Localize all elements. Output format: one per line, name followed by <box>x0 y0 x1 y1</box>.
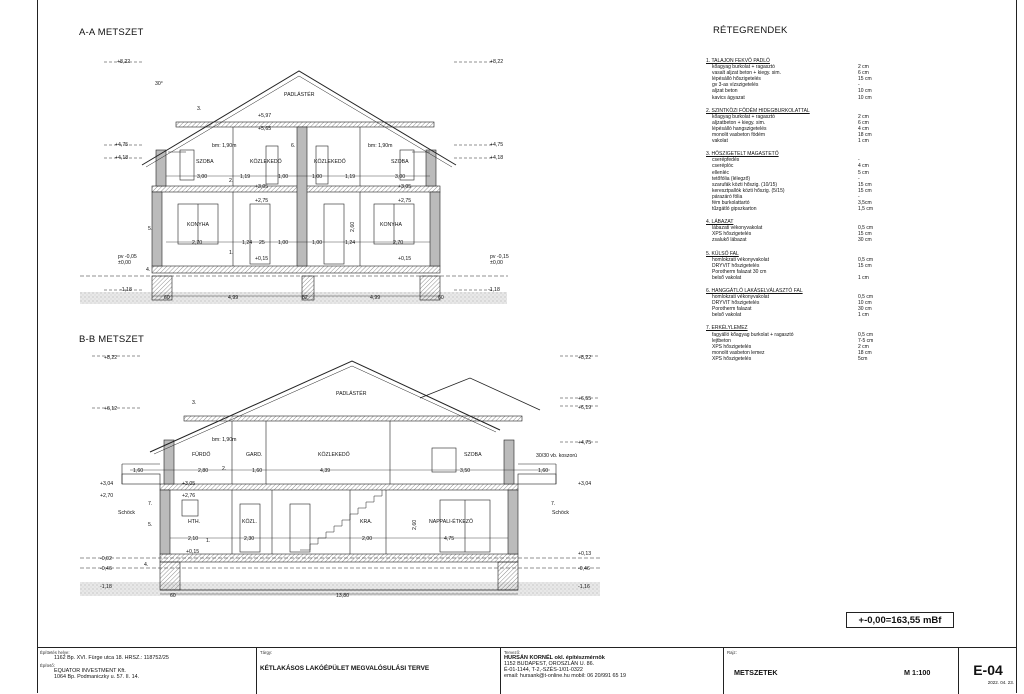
legend-layer-thickness: 7-5 cm <box>858 337 874 344</box>
level-label: +4,75 <box>578 440 592 446</box>
level-label: ±0,00 <box>118 260 131 266</box>
level-label: pv -0,15 <box>490 254 509 260</box>
legend-layer-thickness: 1 cm <box>858 138 869 145</box>
tb-client-label: Építető: <box>40 663 55 668</box>
legend-layer-thickness: 6 cm <box>858 119 869 126</box>
dimension: 2,70 <box>192 240 203 246</box>
legend-layer-name: zsalukő lábazat <box>712 237 747 244</box>
legend-layer-name: kőagyag burkolat + ragasztó <box>712 113 775 120</box>
level-label: +5,65 <box>258 126 272 132</box>
level-label: -1,18 <box>120 287 132 293</box>
level-label: +5,97 <box>258 113 272 119</box>
room-label: PADLÁSTÉR <box>336 391 367 397</box>
dimension: 1,60 <box>252 468 263 474</box>
legend-layer-thickness: 15 cm <box>858 231 872 238</box>
dimension: 4,75 <box>444 536 455 542</box>
legend-layer-name: kőagyag burkolat + ragasztó <box>712 64 775 71</box>
room-label: KONYHA <box>380 222 402 228</box>
legend-layer-thickness: 1 cm <box>858 312 869 319</box>
room-label: SZOBA <box>196 159 214 165</box>
legend-layer-name: monolit vasbeton lemez <box>712 349 765 356</box>
annotation: 4. <box>146 267 151 273</box>
level-label: +4,18 <box>490 155 504 161</box>
room-label: KÖZLEKEDŐ <box>318 452 350 458</box>
room-label: HTH. <box>188 519 201 525</box>
level-label: +8,22 <box>104 355 118 361</box>
tb-designer-addr: 1152 BUDAPEST, OROSZLÁN U. 86. <box>504 661 595 667</box>
level-label: +0,15 <box>398 256 412 262</box>
legend-layer-name: belső vakolat <box>712 312 742 319</box>
section-a-labels <box>115 59 509 301</box>
dimension: 60 <box>164 295 170 301</box>
legend-layer-thickness: 18 cm <box>858 349 872 356</box>
legend-layer-name: kavics ágyazat <box>712 94 745 101</box>
legend-layer-thickness: 10 cm <box>858 300 872 307</box>
level-label: -0,46 <box>100 566 112 572</box>
legend-layer-name: lépésálló hangszigetelés <box>712 125 767 132</box>
legend-layer-thickness: 0,5 cm <box>858 256 874 263</box>
annotation: 30° <box>155 81 163 87</box>
dimension: 4,39 <box>320 468 331 474</box>
legend-layer-thickness: 30 cm <box>858 306 872 313</box>
room-label: SZOBA <box>391 159 409 165</box>
dimension: 13,80 <box>336 593 349 599</box>
tb-drawing: METSZETEK <box>734 668 778 677</box>
legend-layer-name: vasalt aljzat beton + kiegy. sim. <box>712 70 781 77</box>
title-block <box>37 647 1017 694</box>
level-label: +6,12 <box>104 406 118 412</box>
legend-group <box>706 219 916 243</box>
legend-layer-name: fagyálló kőagyag burkolat + ragasztó <box>712 331 794 338</box>
annotation: 3. <box>197 106 202 112</box>
legend-layer-thickness: 15 cm <box>858 181 872 188</box>
dimension: 2,60 <box>350 221 356 232</box>
tb-designer-cell <box>501 648 724 694</box>
legend-layer-name: cseréplóc <box>712 163 734 170</box>
room-label: SZOBA <box>464 452 482 458</box>
legend-group-title: 4. LÁBAZAT <box>706 219 734 226</box>
legend-layer-name: vakolat <box>712 138 728 145</box>
legend-layer-thickness: 1,5 cm <box>858 206 874 213</box>
dimension: 3,00 <box>395 174 406 180</box>
dimension: 1,19 <box>345 174 356 180</box>
legend-layer-thickness: 2 cm <box>858 64 869 71</box>
legend-layer-name: lábazati vékonyvakolat <box>712 225 763 232</box>
tb-designer-label: Tervező: <box>504 650 521 655</box>
legend-row <box>706 275 916 281</box>
level-label: +0,15 <box>186 549 200 555</box>
legend-layer-name: szarufák közti hőszig. (10/15) <box>712 181 778 188</box>
legend-row <box>706 312 916 318</box>
tb-scale: M 1:100 <box>904 668 931 677</box>
tb-subject: KÉTLAKÁSOS LAKÓÉPÜLET MEGVALÓSULÁSI TERVE <box>260 665 430 672</box>
annotation: Schöck <box>552 510 570 516</box>
tb-subject-label: Tárgy: <box>260 650 273 655</box>
legend-layer-name: belső vakolat <box>712 274 742 281</box>
legend-layer-name: lejtbeton <box>712 337 731 344</box>
tb-sheet: E-04 <box>973 662 1003 678</box>
dimension: 2,30 <box>244 536 255 542</box>
level-label: +4,18 <box>115 155 129 161</box>
legend-layer-name: Porotherm falazat 30 cm <box>712 268 767 275</box>
legend-group-title: 3. HŐSZIGETELT MAGASTETŐ <box>706 151 779 158</box>
annotation: 7. <box>148 501 153 507</box>
legend-layer-thickness: 2 cm <box>858 113 869 120</box>
layer-legend <box>706 58 916 369</box>
level-label: +6,19 <box>578 405 592 411</box>
level-label: +8,22 <box>117 59 131 65</box>
legend-layer-thickness: 10 cm <box>858 94 872 101</box>
legend-layer-name: fém burkolattartó <box>712 199 750 206</box>
section-a-title: A-A METSZET <box>79 27 144 38</box>
room-label: KONYHA <box>187 222 209 228</box>
level-label: +6,55 <box>578 396 592 402</box>
level-label: +2,70 <box>100 493 114 499</box>
legend-layer-name: cserépfedés <box>712 157 740 164</box>
legend-layer-name: DRYVIT hőszigetelés <box>712 300 760 307</box>
dimension: 1,00 <box>278 240 289 246</box>
legend-layer-thickness: 5cm <box>858 355 868 362</box>
tb-drawing-cell <box>724 648 959 694</box>
legend-layer-thickness: 3,5cm <box>858 199 872 206</box>
level-label: ±0,00 <box>490 260 503 266</box>
tb-client: EQUATOR INVESTMENT Kft. <box>54 668 126 674</box>
level-label: +3,05 <box>182 481 196 487</box>
annotation: 4. <box>144 562 149 568</box>
dimension: 4,99 <box>370 295 381 301</box>
dimension: 82 <box>302 295 308 301</box>
legend-layer-name: Porotherm falazat <box>712 306 752 313</box>
dimension: 2,70 <box>393 240 404 246</box>
legend-layer-thickness: - <box>858 193 860 200</box>
legend-layer-thickness: 15 cm <box>858 187 872 194</box>
annotation: 1. <box>206 538 211 544</box>
annotation: 1. <box>229 250 234 256</box>
dimension: 3,50 <box>460 468 471 474</box>
legend-layer-thickness: - <box>858 82 860 89</box>
annotation: 7. <box>551 501 556 507</box>
tb-site: 1162 Bp. XVI. Fürge utca 18. HRSZ.: 118752/25 <box>54 655 169 661</box>
room-label: KÖZLEKEDŐ <box>250 159 282 165</box>
legend-layer-name: párazáró fólia <box>712 193 743 200</box>
annotation: Schöck <box>118 510 136 516</box>
tb-client-addr: 1064 Bp. Podmaniczky u. 57. II. 14. <box>54 674 140 680</box>
section-a-drawing <box>80 62 508 304</box>
level-label: +0,15 <box>255 256 269 262</box>
legend-layer-name: XPS hőszigetelés <box>712 355 752 362</box>
tb-designer-contact: email: hursank@t-online.hu mobil: 06 20/991 65 19 <box>504 673 627 679</box>
legend-layer-name: XPS hőszigetelés <box>712 343 752 350</box>
dimension: 1,00 <box>312 240 323 246</box>
dimension: 1,24 <box>345 240 356 246</box>
level-label: +3,04 <box>578 481 592 487</box>
annotation: bm: 1,90m <box>212 437 237 443</box>
annotation: 5. <box>148 226 153 232</box>
tb-sheet-cell <box>959 648 1017 694</box>
legend-layer-thickness: 0,5 cm <box>858 294 874 301</box>
level-label: -1,16 <box>578 584 590 590</box>
legend-layer-thickness: 10 cm <box>858 88 872 95</box>
legend-layer-thickness: 4 cm <box>858 163 869 170</box>
legend-layer-name: DRYVIT hőszigetelés <box>712 262 760 269</box>
dimension: 60 <box>438 295 444 301</box>
legend-layer-thickness: 15 cm <box>858 76 872 83</box>
legend-row <box>706 138 916 144</box>
legend-layer-thickness: - <box>858 175 860 182</box>
annotation: 2. <box>229 178 234 184</box>
room-label: KÖZLEKEDŐ <box>314 159 346 165</box>
room-label: NAPPALI-ÉTKEZŐ <box>429 519 474 525</box>
tb-drawing-label: Rajz: <box>727 650 737 655</box>
legend-group <box>706 251 916 281</box>
dimension: 2,10 <box>188 536 199 542</box>
dimension: 60 <box>170 593 176 599</box>
level-label: +3,05 <box>255 184 269 190</box>
legend-layer-name: lépésálló hőszigetelés <box>712 76 761 83</box>
tb-designer: HURSÁN KORNÉL okl. építészmérnök <box>504 655 605 661</box>
dimension: 1,24 <box>242 240 253 246</box>
legend-layer-thickness: 6 cm <box>858 70 869 77</box>
dimension: 1,00 <box>312 174 323 180</box>
level-label: -0,02 <box>100 556 112 562</box>
legend-row <box>706 237 916 243</box>
room-label: GARD. <box>246 452 263 458</box>
legend-layer-name: ellenléc <box>712 169 729 176</box>
level-label: -1,18 <box>488 287 500 293</box>
legend-layer-name: aljzat beton <box>712 88 738 95</box>
dimension: 1,60 <box>133 468 144 474</box>
level-label: +3,04 <box>100 481 114 487</box>
tb-subject-cell <box>257 648 501 694</box>
level-label: +8,22 <box>578 355 592 361</box>
legend-group-title: 7. ERKÉLYLEMEZ <box>706 325 748 332</box>
legend-row <box>706 95 916 101</box>
dimension: 1,00 <box>278 174 289 180</box>
annotation: bm: 1,90m <box>368 143 393 149</box>
legend-layer-thickness: 1 cm <box>858 274 869 281</box>
legend-layer-name: gv 3-as vízszigetelés <box>712 82 759 89</box>
legend-layer-name: keresztpallók közti hőszig. (5/15) <box>712 187 785 194</box>
legend-group <box>706 288 916 318</box>
legend-layer-thickness: - <box>858 157 860 164</box>
room-label: FÜRDŐ <box>192 452 211 458</box>
annotation: 2. <box>222 466 227 472</box>
legend-layer-name: tetőfólia (lélegző) <box>712 175 751 182</box>
elevation-note: +-0,00=163,55 mBf <box>846 612 954 628</box>
legend-group <box>706 108 916 145</box>
legend-group-title: 6. HANGGÁTLÓ LAKÁSELVÁLASZTÓ FAL <box>706 288 803 294</box>
legend-layer-thickness: 18 cm <box>858 132 872 139</box>
legend-layer-thickness: 4 cm <box>858 125 869 132</box>
legend-layer-thickness: 15 cm <box>858 262 872 269</box>
legend-layer-name: monolit vasbeton födém <box>712 132 766 139</box>
legend-layer-name: homlokzati vékonyvakolat <box>712 294 769 301</box>
tb-site-cell <box>37 648 257 694</box>
annotation: 3. <box>192 400 197 406</box>
legend-title: RÉTEGRENDEK <box>713 25 788 36</box>
legend-group <box>706 58 916 101</box>
legend-layer-thickness: 0,5 cm <box>858 331 874 338</box>
level-label: -1,18 <box>100 584 112 590</box>
legend-layer-thickness: 2 cm <box>858 343 869 350</box>
level-label: -0,46 <box>578 566 590 572</box>
tb-site-label: Építtetés helye: <box>40 650 70 655</box>
dimension: 1,60 <box>538 468 549 474</box>
level-label: +4,75 <box>490 142 504 148</box>
annotation: 6. <box>291 143 296 149</box>
annotation: bm: 1,90m <box>212 143 237 149</box>
dimension: 2,00 <box>362 536 373 542</box>
tb-designer-reg: É-01-1144, T-2,-SZÉS-1/01-0322 <box>504 667 583 673</box>
dimension: 1,19 <box>240 174 251 180</box>
section-b-title: B-B METSZET <box>79 334 145 345</box>
room-label: PADLÁSTÉR <box>284 92 315 98</box>
legend-group-title: 1. TALAJON FEKVŐ PADLÓ <box>706 58 770 64</box>
tb-date: 2022. 04. 23. <box>987 680 1014 685</box>
legend-layer-thickness: 0,5 cm <box>858 225 874 232</box>
level-label: +0,13 <box>578 551 592 557</box>
legend-row <box>706 206 916 212</box>
annotation: 5. <box>148 522 153 528</box>
legend-row <box>706 356 916 362</box>
level-label: +3,05 <box>398 184 412 190</box>
legend-group <box>706 325 916 362</box>
dimension: 2,80 <box>198 468 209 474</box>
legend-layer-name: XPS hőszigetelés <box>712 231 752 238</box>
level-label: +2,76 <box>182 493 196 499</box>
legend-layer-thickness: 30 cm <box>858 237 872 244</box>
level-label: +2,75 <box>255 198 269 204</box>
level-label: +4,75 <box>115 142 129 148</box>
room-label: KÖZL. <box>242 519 257 525</box>
legend-layer-thickness: 5 cm <box>858 169 869 176</box>
dimension: 3,00 <box>197 174 208 180</box>
legend-layer-name: tűzgátló gipszkarton <box>712 206 757 213</box>
legend-group <box>706 151 916 212</box>
level-label: +2,75 <box>398 198 412 204</box>
annotation: 30/30 vb. koszorú <box>536 453 577 459</box>
legend-layer-name: aljzatbeton + kiegy. sim. <box>712 119 766 126</box>
legend-group-title: 2. SZINTKÖZI FÖDÉM HIDEGBURKOLATTAL <box>706 107 810 114</box>
dimension: 4,99 <box>228 295 239 301</box>
legend-layer-name: homlokzati vékonyvakolat <box>712 256 769 263</box>
legend-group-title: 5. KÜLSŐ FAL <box>706 250 739 257</box>
room-label: KRA. <box>360 519 373 525</box>
level-label: pv -0,05 <box>118 254 137 260</box>
level-label: +8,22 <box>490 59 504 65</box>
dimension: 2,60 <box>412 519 418 530</box>
dimension: 25 <box>259 240 265 246</box>
